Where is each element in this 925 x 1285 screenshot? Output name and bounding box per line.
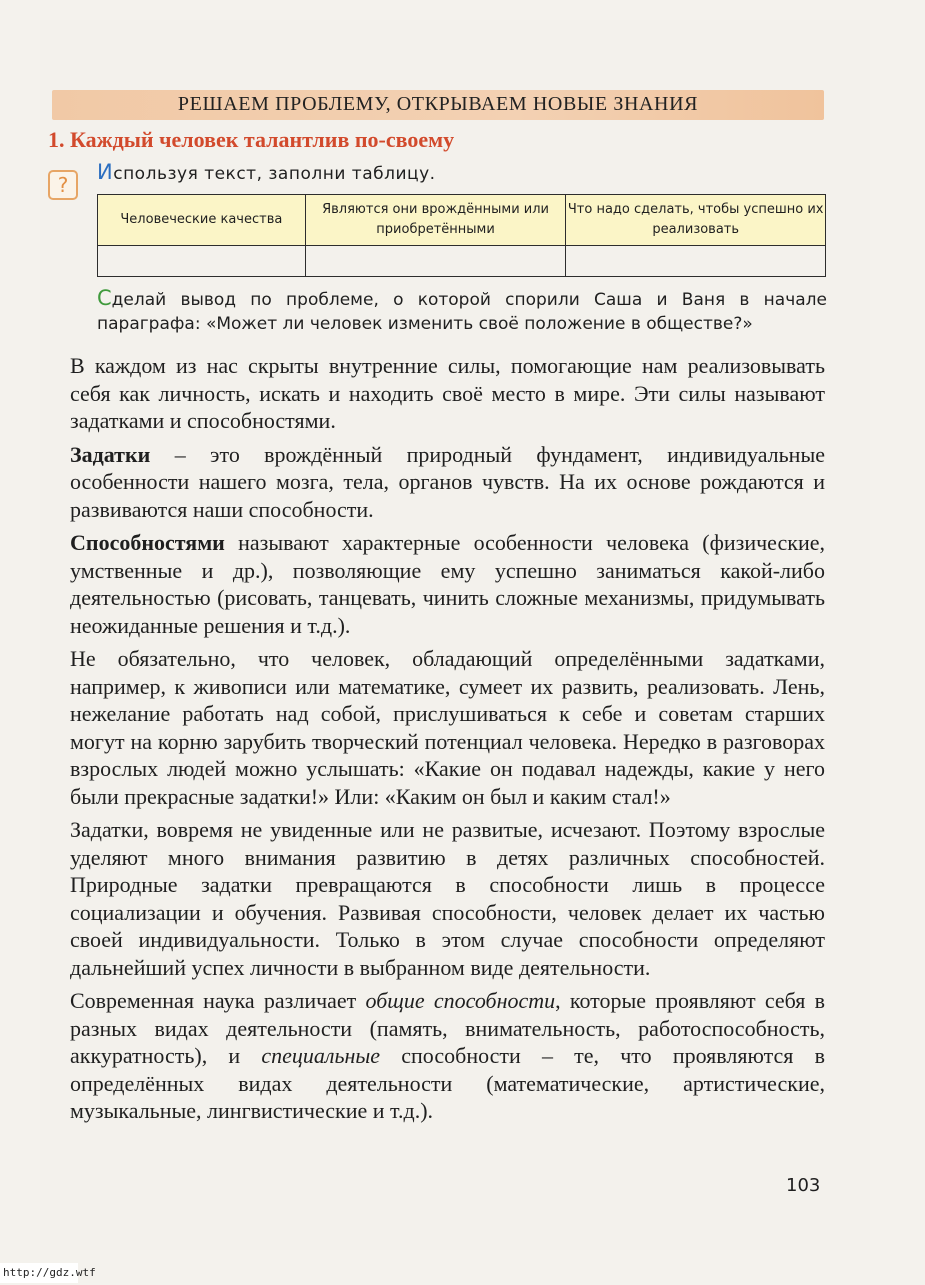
table-header-cell: Что надо сделать, чтобы успешно их реализовать: [566, 195, 826, 246]
section-banner-text: РЕШАЕМ ПРОБЛЕМУ, ОТКРЫВАЕМ НОВЫЕ ЗНАНИЯ: [177, 93, 699, 115]
question-icon: ?: [48, 170, 78, 200]
paragraph: Не обязательно, что человек, обладающий определёнными задатками, например, к живописи или математике, сумеет их развить, реализовать. Лень, нежелание работать над собой, прислушиваться к себе и советам старших могут на корню зарубить творческий потенциал человека. Нередко в разговорах взрослых людей можно услышать: «Какие он подавал надежды, какие у него были прекрасные задатки!» Или: «Каким он был и каким стал!»: [70, 646, 825, 809]
task-instruction: [97, 160, 436, 184]
paragraph: [70, 529, 825, 639]
paragraph: [70, 441, 825, 524]
paragraph-text: способности – те, что проявляются в определённых видах деятельности (математические, артистические, музыкальные, лингвистические и т.д.).: [70, 1043, 825, 1123]
task-table: [97, 194, 826, 277]
paragraph-text: Современная наука различает: [70, 988, 366, 1013]
term-italic: специальные: [261, 1043, 381, 1068]
conclusion-task: [97, 286, 827, 336]
table-row: [98, 246, 826, 277]
task-initial-letter: И: [97, 160, 114, 184]
conclusion-text: делай вывод по проблеме, о которой спорили Саша и Ваня в начале параграфа: «Может ли человек изменить своё положение в обществе?»: [97, 290, 827, 334]
main-text: [70, 352, 825, 1131]
paragraph-text: – это врождённый природный фундамент, индивидуальные особенности нашего мозга, тела, органов чувств. На их основе рождаются и развиваются наши способности.: [70, 441, 825, 522]
paragraph: [70, 987, 825, 1125]
table-header-cell: Являются они врождёнными или приобретёнными: [305, 195, 566, 246]
section-banner: [52, 90, 824, 120]
table-cell: [98, 246, 306, 277]
paragraph: В каждом из нас скрыты внутренние силы, помогающие нам реализовывать себя как личность, искать и находить своё место в мире. Эти силы называют задатками и способностями.: [70, 353, 825, 433]
paragraph-text: , которые проявляют себя в разных видах деятельности (память, внимательность, работоспособность, аккуратность), и: [70, 988, 825, 1068]
conclusion-initial-letter: С: [97, 286, 112, 310]
table-cell: [566, 246, 826, 277]
table-cell: [305, 246, 566, 277]
page-number: 103: [786, 1175, 821, 1196]
section-heading: 1. Каждый человек талантлив по-своему: [48, 127, 455, 152]
table-header-row: [98, 195, 826, 246]
paragraph: Задатки, вовремя не увиденные или не развитые, исчезают. Поэтому взрослые уделяют много внимания развитию в детях различных способностей. Природные задатки превращаются в способности лишь в процессе социализации и обучения. Развивая способности, человек делает их частью своей индивидуальности. Только в этом случае способности определяют дальнейший успех личности в выбранном виде деятельности.: [70, 817, 825, 980]
watermark-link[interactable]: http://gdz.wtf: [0, 1263, 78, 1283]
term-italic: общие способности: [365, 988, 556, 1013]
term-bold: Способностями: [70, 530, 225, 555]
table-header-cell: Человеческие качества: [98, 195, 306, 246]
term-bold: Задатки: [70, 441, 151, 467]
task-text: спользуя текст, заполни таблицу.: [113, 164, 436, 184]
paragraph-text: называют характерные особенности человека (физические, умственные и др.), позволяющие ему успешно заниматься какой-либо деятельностью (рисовать, танцевать, чинить сложные механизмы, придумывать неожиданные решения и т.д.).: [70, 530, 825, 638]
